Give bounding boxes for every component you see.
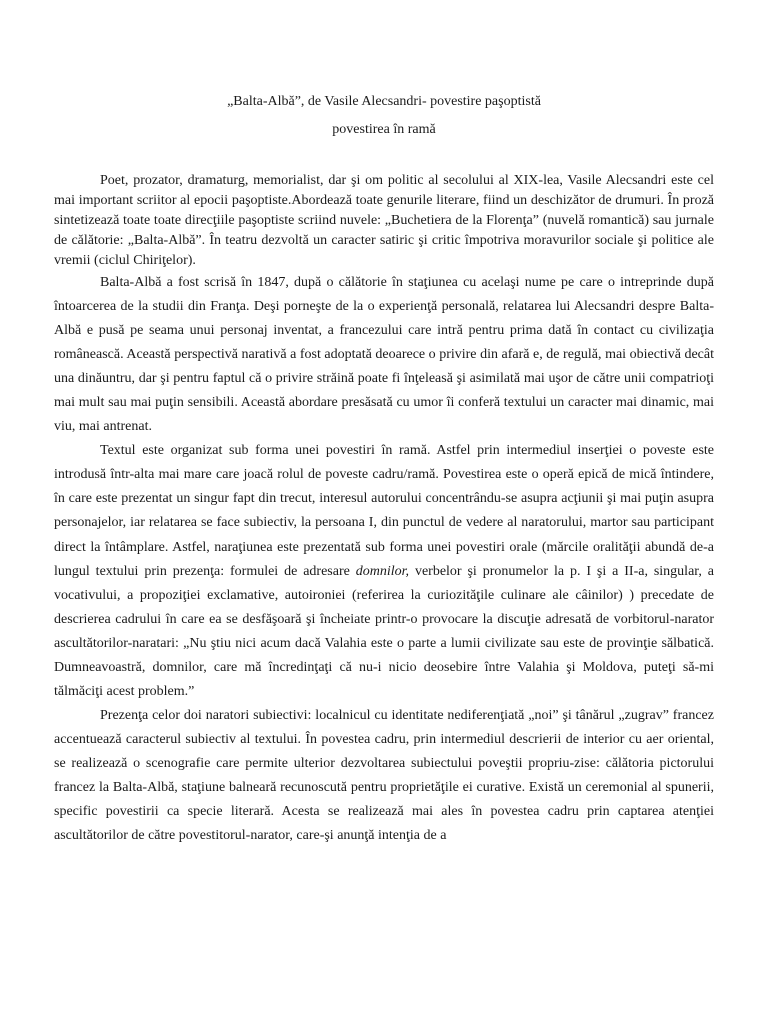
- paragraph-3-part-2: verbelor şi pronumelor la p. I şi a II-a, singular, a vocativului, a propoziţiei exclamative, autoironiei (referirea la curiozităţile culinare ale câinilor) ) precedate de descrierea cadrului în care ea se desfăşoară şi încheiate printr-o provocare la discuţie adresată de vorbitorul-narator ascultătorilor-naratari: „Nu ştiu nici acum dacă Valahia este o parte a lumii civilizate sau este de provinţie sălbatică. Dumneavoastră, domnilor, care mă încredinţaţi că nu-i nicio deosebire între Valahia şi Moldova, puteţi să-mi tălmăciţi acest problem.”: [54, 563, 715, 699]
- document-title: „Balta-Albă”, de Vasile Alecsandri- povestire paşoptistă: [227, 94, 541, 109]
- document-subtitle: povestirea în ramă: [332, 122, 436, 137]
- paragraph-3-italic: domnilor,: [355, 563, 410, 579]
- paragraph-2: Balta-Albă a fost scrisă în 1847, după o călătorie în staţiunea cu acelaşi nume pe care o intreprinde după întoarcerea de la studii din Franţa. Deşi porneşte de la o experienţă personală, relatarea lui Alecsandri despre Balta-Albă e pusă pe seama unui personaj inventat, a francezului care intră pentru prima dată în contact cu civilizaţia românească. Această perspectivă narativă a fost adoptată deoarece o privire din afară e, de regulă, mai obiectivă decât una dinăuntru, dar şi pentru faptul că o privire străină poate fi înţeleasă şi asimilată mai uşor de către unii compatrioţi mai mult sau mai puţin sensibili. Această abordare presăsată cu umor îi conferă textului un caracter mai dinamic, mai viu, mai antrenat.: [54, 275, 714, 435]
- paragraph-3-part-1: Textul este organizat sub forma unei povestiri în ramă. Astfel prin intermediul inserţiei o poveste este introdusă într-alta mai mare care joacă rolul de poveste cadru/ramă. Povestirea este o operă epică de mică întindere, în care este prezentat un singur fapt din trecut, interesul autorului concentrându-se asupra acţiunii şi mai puţin asupra personajelor, iar relatarea se face subiectiv, la persoana I, din punctul de vedere al naratorului, martor sau participant direct la întâmplare. Astfel, naraţiunea este prezentată sub forma unei povestiri orale (mărcile oralităţii abundă de-a lungul textului prin prezenţa: formulei de adresare: [54, 443, 714, 579]
- paragraph-1: Poet, prozator, dramaturg, memorialist, dar şi om politic al secolului al XIX-lea, Vasile Alecsandri este cel mai important scriitor al epocii paşoptiste.Abordează toate genurile literare, fiind un deschizător de drumuri. În proză sintetizează toate toate direcţiile paşoptiste scriind nuvele: „Buchetiera de la Florenţa” (nuvelă romantică) sau jurnale de călătorie: „Balta-Albă”. În teatru dezvoltă un caracter satiric şi critic împotriva moravurilor sociale şi politice ale vremii (ciclul Chiriţelor).: [54, 173, 714, 268]
- paragraph-4: Prezenţa celor doi naratori subiectivi: localnicul cu identitate nediferenţiată „noi” şi tânărul „zugrav” francez accentuează caracterul subiectiv al textului. În povestea cadru, prin intermediul descrierii de interior cu aer oriental, se realizează o scenografie care permite ulterior dezvoltarea subiectului poveştii propriu-zise: călătoria pictorului francez la Balta-Albă, staţiune balneară recunoscută pentru proprietăţile ei curative. Există un ceremonial al spunerii, specific povestirii ca specie literară. Acesta se realizează mai ales în povestea cadru prin captarea atenţiei ascultătorilor de către povestitorul-narator, care-şi anunţă intenţia de a: [54, 707, 714, 844]
- paragraph-3: [54, 439, 714, 704]
- document-body: [54, 171, 714, 848]
